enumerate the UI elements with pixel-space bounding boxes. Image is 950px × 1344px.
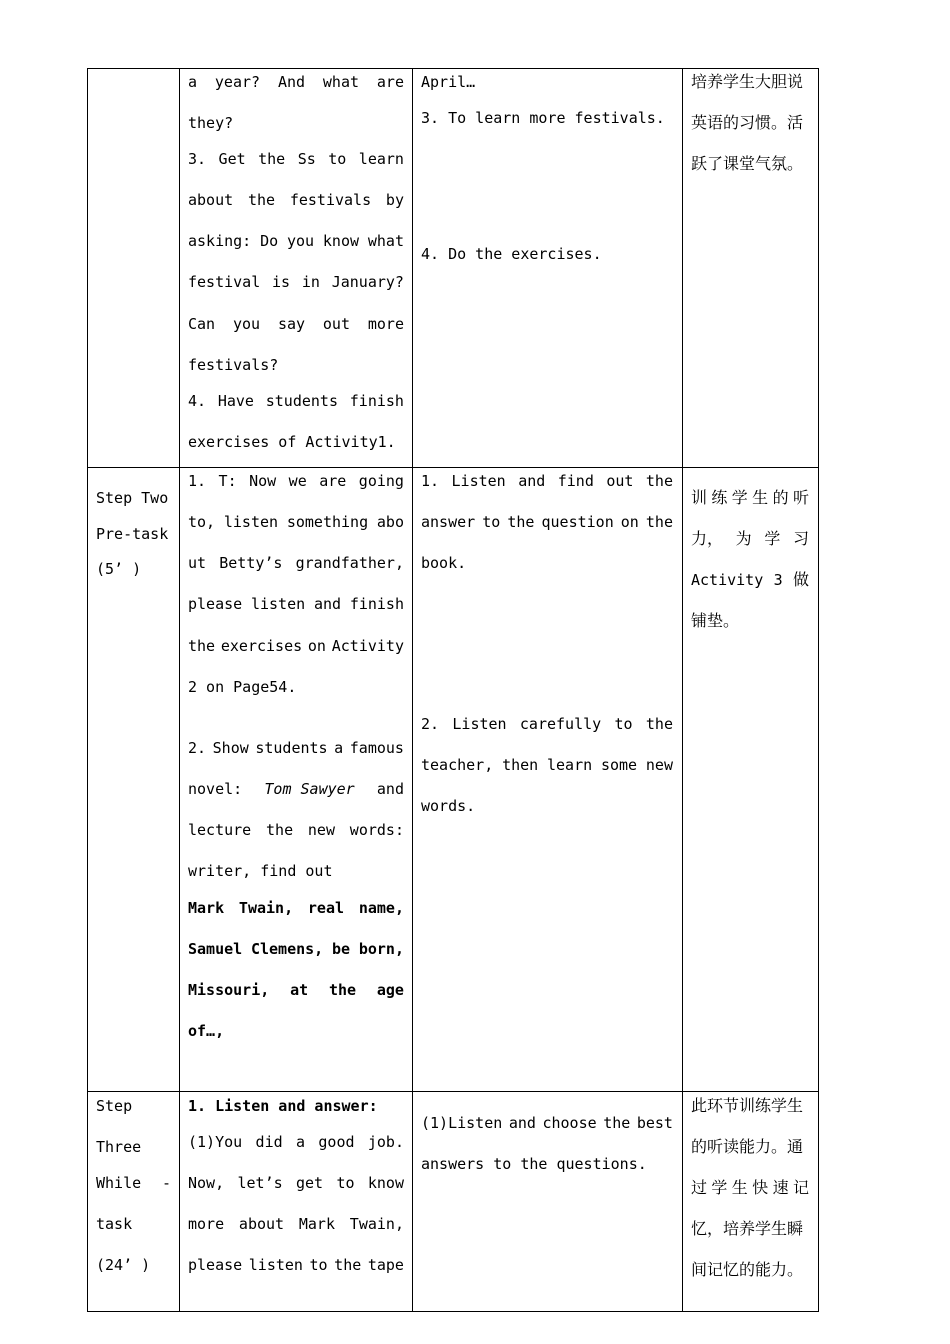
- word: abo: [376, 513, 404, 531]
- text-line: [188, 149, 404, 169]
- word: words:: [349, 821, 404, 839]
- word: asking:: [188, 232, 252, 250]
- text-line: [691, 1260, 803, 1280]
- text-line: [691, 488, 809, 508]
- text-line: [421, 796, 475, 816]
- word: Can: [188, 315, 216, 333]
- text-line: [188, 980, 404, 1000]
- word: get: [296, 1174, 324, 1192]
- word: we: [288, 472, 307, 490]
- word: Step: [96, 1097, 133, 1115]
- text-line: [188, 1132, 404, 1152]
- word: Betty’s: [219, 554, 283, 572]
- word: Twain,: [349, 1215, 404, 1233]
- word: Samuel: [188, 940, 243, 958]
- text-line: Pre-task: [96, 525, 169, 543]
- word: 2 on Page54.: [188, 678, 297, 696]
- text-line: [691, 1137, 803, 1157]
- text-line: [96, 1173, 171, 1193]
- word: good: [318, 1133, 355, 1151]
- book-title: Tom Sawyer: [264, 780, 355, 798]
- word: year?: [214, 73, 261, 91]
- word: famous: [349, 739, 404, 757]
- word: teacher,: [421, 756, 494, 774]
- word: Three: [96, 1138, 142, 1156]
- word: 的听读能力。通: [691, 1137, 804, 1156]
- word: Mark: [298, 1215, 335, 1233]
- word: listen: [248, 1256, 303, 1274]
- word: age: [376, 981, 404, 999]
- word: 过: [691, 1178, 708, 1197]
- text-line: [421, 714, 673, 734]
- word: 1.: [188, 472, 207, 490]
- text-line: [188, 314, 404, 334]
- text-line: [691, 1096, 803, 1116]
- word: 3.: [188, 150, 207, 168]
- word: know: [367, 1174, 404, 1192]
- word: about: [238, 1215, 285, 1233]
- word: While: [96, 1174, 142, 1192]
- word: is: [272, 273, 291, 291]
- word: 忆，培养学生瞬: [691, 1219, 804, 1238]
- word: finish: [349, 595, 404, 613]
- word: out: [606, 472, 634, 490]
- text-line: [96, 1214, 132, 1234]
- word: and: [518, 472, 546, 490]
- word: the: [507, 513, 535, 531]
- word: please: [188, 1256, 243, 1274]
- text-line: [421, 755, 673, 775]
- word: exercises: [220, 637, 303, 655]
- text-line: [188, 738, 404, 758]
- text-line: [188, 553, 404, 573]
- word: 为: [735, 529, 752, 548]
- word: 生: [731, 1178, 748, 1197]
- word: the: [645, 513, 673, 531]
- word: 做: [792, 570, 809, 589]
- word: listen: [250, 595, 306, 613]
- word: a: [296, 1133, 306, 1151]
- word: Get: [218, 150, 246, 168]
- word: answers to the questions.: [421, 1155, 647, 1173]
- word: Activity: [691, 571, 764, 589]
- text-line: 培养学生大胆说: [691, 72, 804, 91]
- row-divider: [87, 1091, 819, 1092]
- text-line: [188, 231, 404, 251]
- word: a: [334, 739, 344, 757]
- text-line: [421, 1113, 673, 1133]
- text-line: [188, 1255, 404, 1275]
- word: and: [313, 595, 342, 613]
- text-line: [188, 355, 278, 375]
- word: students: [255, 739, 328, 757]
- word: festivals?: [188, 356, 279, 374]
- text-line: [188, 512, 404, 532]
- word: 2.: [421, 715, 440, 733]
- word: they?: [188, 114, 234, 132]
- word: best: [636, 1114, 673, 1132]
- word: words.: [421, 797, 476, 815]
- word: know: [322, 232, 360, 250]
- word: Listen: [452, 715, 507, 733]
- text-line: [188, 391, 404, 411]
- word: did: [255, 1133, 283, 1151]
- word: what: [367, 232, 404, 250]
- word: answer: [421, 513, 476, 531]
- word: born,: [358, 940, 404, 958]
- table-top-border: [87, 68, 819, 69]
- word: question: [541, 513, 614, 531]
- word: lecture: [188, 821, 252, 839]
- text-line: [188, 861, 333, 881]
- word: are: [319, 472, 347, 490]
- word: the: [645, 715, 673, 733]
- text-line: [188, 72, 404, 92]
- word: January?: [331, 273, 404, 291]
- text-line: [188, 1214, 404, 1234]
- word: Activity: [331, 637, 404, 655]
- word: the: [328, 981, 357, 999]
- word: festival: [188, 273, 261, 291]
- word: students: [265, 392, 338, 410]
- word: more: [188, 1215, 225, 1233]
- word: the: [603, 1114, 631, 1132]
- word: to: [482, 513, 501, 531]
- word: to: [614, 715, 633, 733]
- text-line: [421, 512, 673, 532]
- word: 生: [752, 488, 769, 507]
- word: about: [188, 191, 234, 209]
- word: please: [188, 595, 243, 613]
- word: 记: [792, 1178, 809, 1197]
- text-line: [691, 611, 739, 631]
- word: 学: [764, 529, 781, 548]
- text-line: [691, 570, 809, 590]
- text-line: [96, 1137, 141, 1157]
- text-line: [96, 1255, 150, 1275]
- word: find: [557, 472, 594, 490]
- text-line: 英语的习惯。活: [691, 113, 804, 132]
- word: listen: [223, 513, 279, 531]
- text-line: [188, 471, 404, 491]
- word: the: [247, 191, 276, 209]
- word: 听: [792, 488, 809, 507]
- word: exercises of Activity1.: [188, 433, 396, 451]
- word: carefully: [519, 715, 602, 733]
- text-line: [188, 432, 396, 452]
- word: book.: [421, 554, 467, 572]
- word: ut: [188, 554, 207, 572]
- word: name,: [358, 899, 404, 917]
- table-bottom-border: [87, 1311, 819, 1312]
- word: on: [307, 637, 326, 655]
- word: (1)Listen: [421, 1114, 503, 1132]
- word: of…,: [188, 1022, 225, 1040]
- word: 速: [772, 1178, 789, 1197]
- word: Have: [217, 392, 254, 410]
- word: new: [645, 756, 673, 774]
- word: at: [290, 981, 309, 999]
- text-line: (5’ ): [96, 560, 142, 578]
- word: 1.: [421, 472, 440, 490]
- text-line: [188, 677, 296, 697]
- word: the: [266, 821, 294, 839]
- word: you: [286, 232, 315, 250]
- text-line: [188, 636, 404, 656]
- word: Listen: [451, 472, 506, 490]
- word: then: [502, 756, 539, 774]
- text-line: [691, 1219, 803, 1239]
- text-line: [188, 594, 404, 614]
- word: by: [385, 191, 404, 209]
- word: what: [322, 73, 360, 91]
- word: you: [232, 315, 261, 333]
- word: task: [96, 1215, 133, 1233]
- text-line: [421, 1154, 647, 1174]
- word: something: [286, 513, 369, 531]
- word: 的: [772, 488, 789, 507]
- word: the: [188, 637, 216, 655]
- word: 4.: [188, 392, 207, 410]
- word: novel:: [188, 780, 243, 798]
- word: and: [508, 1114, 536, 1132]
- word: some: [600, 756, 638, 774]
- text-line: 跃了课堂气氛。: [691, 154, 804, 173]
- word: in: [301, 273, 320, 291]
- word: 2.: [188, 739, 207, 757]
- text-line: [188, 820, 404, 840]
- text-line: 4. Do the exercises.: [421, 245, 602, 263]
- word: writer, find out: [188, 862, 333, 880]
- word: on: [620, 513, 639, 531]
- word: be: [332, 940, 351, 958]
- word: Twain,: [238, 899, 294, 917]
- word: T:: [218, 472, 237, 490]
- word: learn: [547, 756, 593, 774]
- word: 训: [691, 488, 708, 507]
- word: going: [358, 472, 404, 490]
- text-line: 3. To learn more festivals.: [421, 109, 665, 127]
- text-line: [188, 1173, 404, 1193]
- word: choose: [542, 1114, 597, 1132]
- word: grandfather,: [295, 554, 404, 572]
- word: to: [309, 1256, 328, 1274]
- word: out: [322, 315, 350, 333]
- column-divider: [818, 68, 819, 1312]
- word: -: [161, 1174, 171, 1192]
- text-line: [188, 779, 404, 799]
- text-line: [188, 190, 404, 210]
- word: say: [277, 315, 306, 333]
- word: learn: [358, 150, 404, 168]
- word: finish: [349, 392, 404, 410]
- word: new: [307, 821, 335, 839]
- word: 学: [731, 488, 748, 507]
- word: 练: [711, 488, 728, 507]
- word: real: [307, 899, 345, 917]
- word: (24’ ): [96, 1256, 151, 1274]
- column-divider: [682, 68, 683, 1312]
- text-line: [691, 1178, 809, 1198]
- word: 快: [752, 1178, 769, 1197]
- word: festivals: [289, 191, 372, 209]
- word: 1. Listen and answer:: [188, 1097, 378, 1115]
- word: the: [334, 1256, 362, 1274]
- word: 力，: [691, 529, 724, 548]
- text-line: [691, 529, 809, 549]
- word: to: [336, 1174, 355, 1192]
- word: Now,: [188, 1174, 225, 1192]
- word: Do: [260, 232, 279, 250]
- text-line: [188, 898, 404, 918]
- word: to: [328, 150, 347, 168]
- word: Mark: [188, 899, 225, 917]
- word: more: [367, 315, 404, 333]
- word: Now: [249, 472, 277, 490]
- word: Missouri,: [188, 981, 270, 999]
- word: 铺垫。: [691, 611, 740, 630]
- word: Show: [212, 739, 249, 757]
- word: (1)You: [188, 1133, 243, 1151]
- word: job.: [367, 1133, 404, 1151]
- word: and: [376, 780, 404, 798]
- word: to,: [188, 513, 216, 531]
- word: the: [258, 150, 286, 168]
- text-line: Step Two: [96, 489, 169, 507]
- word: are: [376, 73, 404, 91]
- word: let’s: [237, 1174, 283, 1192]
- column-divider: [179, 68, 180, 1312]
- text-line: [188, 113, 233, 133]
- row-divider: [87, 467, 819, 468]
- text-line: [188, 272, 404, 292]
- word: And: [277, 73, 306, 91]
- text-line: [188, 1021, 224, 1041]
- word: the: [645, 472, 673, 490]
- column-divider: [87, 68, 88, 1312]
- word: 3: [773, 571, 783, 589]
- word: a: [188, 73, 198, 91]
- word: Ss: [297, 150, 316, 168]
- word: tape: [367, 1256, 404, 1274]
- text-line: [421, 553, 466, 573]
- word: 习: [792, 529, 809, 548]
- word: Clemens,: [250, 940, 324, 958]
- text-line: [96, 1096, 132, 1116]
- word: 学: [711, 1178, 728, 1197]
- text-line: [188, 1096, 378, 1116]
- text-line: [188, 939, 404, 959]
- column-divider: [412, 68, 413, 1312]
- word: 间记忆的能力。: [691, 1260, 804, 1279]
- word: 此环节训练学生: [691, 1096, 804, 1115]
- text-line: April…: [421, 73, 476, 91]
- text-line: [421, 471, 673, 491]
